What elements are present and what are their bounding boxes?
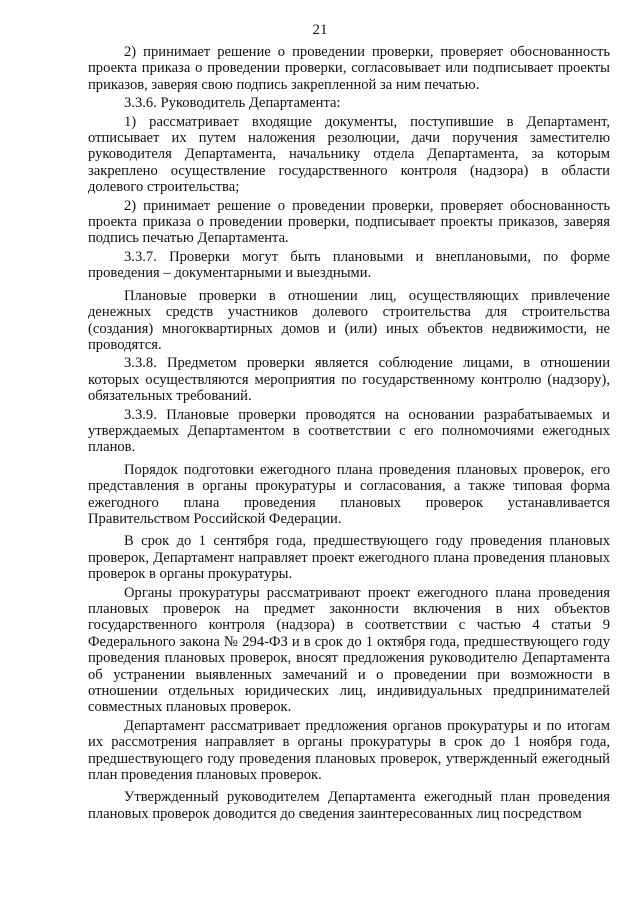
paragraph-approved-plan-notice: Утвержденный руководителем Департамента ежегодный план проведения плановых проверок доводится до сведения заинтересованных лиц посредством: [88, 789, 610, 822]
paragraph-department-consideration: Департамент рассматривает предложения органов прокуратуры и по итогам их рассмотрения направляет в органы прокуратуры в срок до 1 ноября года, предшествующего году проведения плановых проверок, утвержденный ежегодный план проведения плановых проверок.: [88, 717, 610, 784]
paragraph-section-3-3-8: 3.3.8. Предметом проверки является соблюдение лицами, в отношении которых осуществляются мероприятия по государственному контролю (надзору), обязательных требований.: [88, 355, 610, 405]
document-body: [88, 44, 610, 824]
paragraph-section-3-3-7: 3.3.7. Проверки могут быть плановыми и внеплановыми, по форме проведения – документарными и выездными.: [88, 248, 610, 282]
paragraph-review-incoming-documents: 1) рассматривает входящие документы, поступившие в Департамент, отписывает их путем наложения резолюции, дачи поручения заместителю руководителя Департамента, начальнику отдела Департамента, за которым закреплено осуществление государственного контроля (надзора) в области долевого строительства;: [88, 113, 610, 196]
paragraph-section-3-3-9: 3.3.9. Плановые проверки проводятся на основании разрабатываемых и утверждаемых Департаментом в соответствии с его полномочиями ежегодных планов.: [88, 406, 610, 456]
paragraph-approval-decision-head: 2) принимает решение о проведении проверки, проверяет обоснованность проекта приказа о проведении проверки, подписывает проекты приказов, заверяя подпись печатью Департамента.: [88, 197, 610, 247]
paragraph-approval-decision-deputy: 2) принимает решение о проведении проверки, проверяет обоснованность проекта приказа о проведении проверки, согласовывает или подписывает проекты приказов, заверяя свою подпись закрепленной за ним печатью.: [88, 44, 610, 93]
paragraph-planned-inspections-not-held: Плановые проверки в отношении лиц, осуществляющих привлечение денежных средств участников долевого строительства для строительства (создания) многоквартирных домов и (или) иных объектов недвижимости, не проводятся.: [88, 287, 610, 353]
paragraph-plan-submission-deadline: В срок до 1 сентября года, предшествующего году проведения плановых проверок, Департамент направляет проект ежегодного плана проведения плановых проверок в органы прокуратуры.: [88, 533, 610, 583]
paragraph-plan-preparation-order: Порядок подготовки ежегодного плана проведения плановых проверок, его представления в органы прокуратуры и согласования, а также типовая форма ежегодного плана проведения плановых проверок устанавливается Правительством Российской Федерации.: [88, 461, 610, 527]
paragraph-section-3-3-6-heading: 3.3.6. Руководитель Департамента:: [124, 95, 341, 112]
paragraph-prosecutor-review: Органы прокуратуры рассматривают проект ежегодного плана проведения плановых проверок на предмет законности включения в них объектов государственного контроля (надзора) в соответствии с частью 4 статьи 9 Федерального закона № 294-ФЗ и в срок до 1 октября года, предшествующего году проведения плановых проверок, вносят предложения руководителю Департамента об устранении выявленных замечаний и о проведении при возможности в отношении отдельных юридических лиц, индивидуальных предпринимателей совместных плановых проверок.: [88, 584, 610, 716]
page-number: 21: [312, 22, 328, 38]
